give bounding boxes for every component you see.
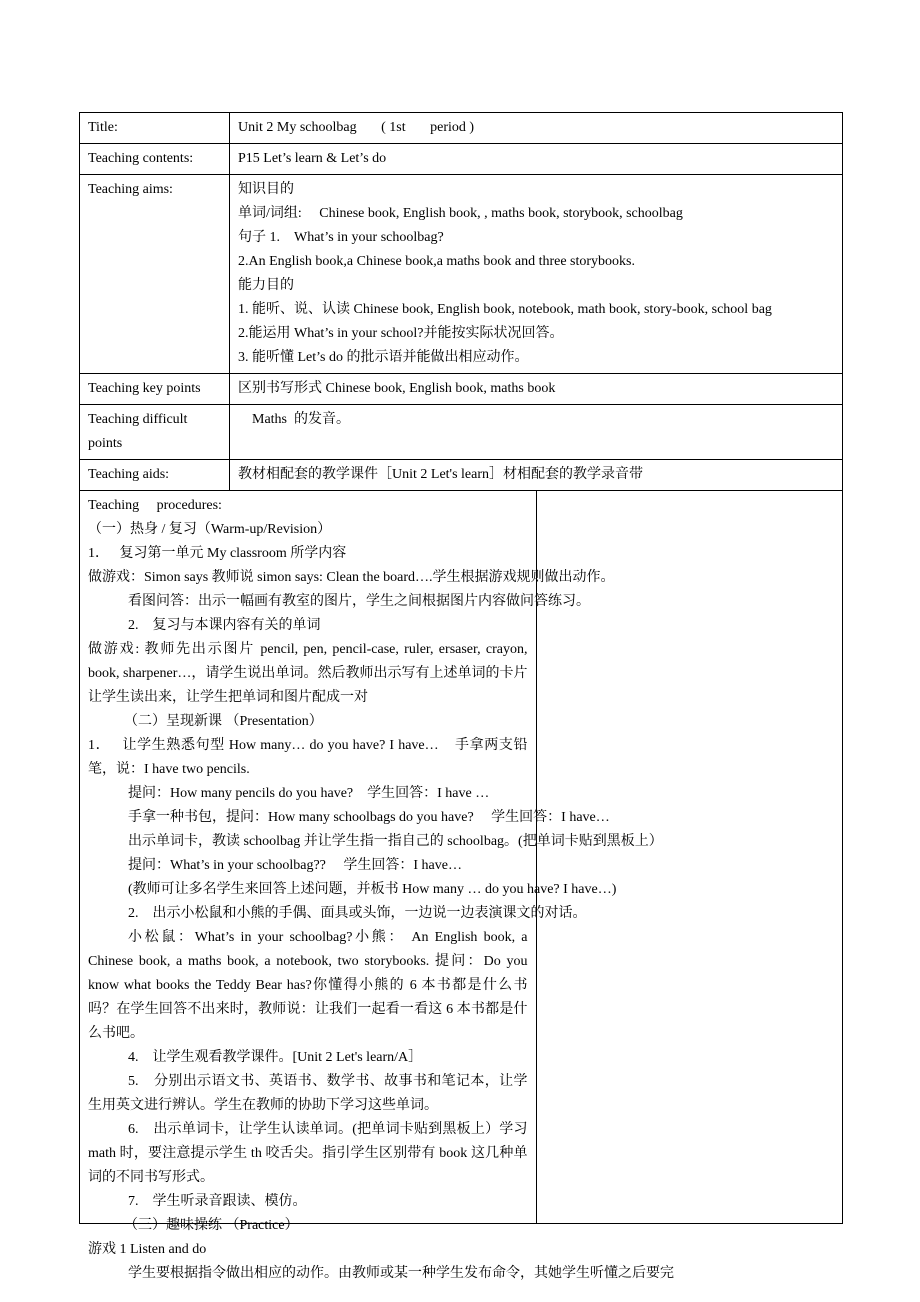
title-value: Unit 2 My schoolbag ( 1st period ) — [230, 113, 843, 144]
procedure-line: 出示单词卡，教读 schoolbag 并让学生指一指自己的 schoolbag。(把单词卡贴到黑板上） — [128, 834, 663, 849]
difficult-points-text: Maths 的发音。 — [252, 412, 350, 427]
procedure-line: 2. 出示小松鼠和小熊的手偶、面具或头饰，一边说一边表演课文的对话。 — [128, 906, 587, 921]
procedure-line: 7. 学生听录音跟读、模仿。 — [128, 1194, 307, 1209]
aids-value: 教材相配套的教学课件［Unit 2 Let's learn］材相配套的教学录音带 — [230, 460, 843, 491]
aims-value — [230, 175, 843, 374]
title-row — [80, 113, 843, 144]
difficult-points-row — [80, 405, 843, 460]
procedure-line: 游戏 1 Listen and do — [88, 1242, 207, 1257]
aims-line: 能力目的 — [238, 278, 294, 293]
procedures-cell — [80, 491, 674, 1281]
procedure-line: 2. 复习与本课内容有关的单词 — [128, 618, 321, 633]
procedure-line: 做游戏：Simon says 教师说 simon says: Clean the board….学生根据游戏规则做出动作。 — [88, 570, 615, 585]
difficult-points-label: Teaching difficult points — [80, 405, 230, 460]
procedure-line: （二）呈现新课 （Presentation） — [124, 714, 323, 729]
aids-row — [80, 460, 843, 491]
procedure-line: 小松鼠：What’s in your schoolbag?小熊： An English book, a Chinese book, a maths book, a notebook, two storybooks. 提问：Do you know what books the Teddy Bear has?你懂得小熊的 6 本书都是什么书吗？在学生回答不出来时，教师说：让我们一起看一看这 6 本书都是什么书吧。 — [88, 930, 528, 1041]
key-points-label: Teaching key points — [80, 374, 230, 405]
key-points-row — [80, 374, 843, 405]
procedures-content — [88, 494, 674, 1281]
contents-value: P15 Let’s learn & Let’s do — [230, 144, 843, 175]
procedure-line: 5. 分别出示语文书、英语书、数学书、故事书和笔记本，让学生用英文进行辨认。学生在教师的协助下学习这些单词。 — [88, 1074, 528, 1113]
procedure-line: 提问：What’s in your schoolbag?? 学生回答：I have… — [128, 858, 462, 873]
procedures-row — [80, 491, 843, 1224]
procedure-line: 做游戏: 教师先出示图片 pencil, pen, pencil-case, ruler, ersaser, crayon, book, sharpener…，请学生说出单词。然后教师出示写有上述单词的卡片让学生读出来，让学生把单词和图片配成一对 — [88, 642, 528, 705]
contents-label: Teaching contents: — [80, 144, 230, 175]
procedure-line: 提问：How many pencils do you have? 学生回答：I have … — [128, 786, 490, 801]
key-points-value: 区别书写形式 Chinese book, English book, maths book — [230, 374, 843, 405]
aims-line: 3. 能听懂 Let’s do 的批示语并能做出相应动作。 — [238, 350, 529, 365]
aims-line: 2.能运用 What’s in your school?并能按实际状况回答。 — [238, 326, 564, 341]
aims-line: 知识目的 — [238, 182, 294, 197]
aims-row — [80, 175, 843, 374]
title-label: Title: — [80, 113, 230, 144]
aims-label: Teaching aims: — [80, 175, 230, 374]
aids-label: Teaching aids: — [80, 460, 230, 491]
procedure-line: 4. 让学生观看教学课件。[Unit 2 Let's learn/A］ — [128, 1050, 423, 1065]
contents-row — [80, 144, 843, 175]
procedure-line: 看图问答：出示一幅画有教室的图片，学生之间根据图片内容做问答练习。 — [128, 594, 590, 609]
procedure-line: 手拿一种书包，提问：How many schoolbags do you have? 学生回答：I have… — [128, 810, 610, 825]
procedure-line: （三）趣味操练 （Practice） — [124, 1218, 299, 1233]
procedure-line: Teaching procedures: — [88, 498, 222, 513]
procedure-line: （一）热身 / 复习（Warm-up/Revision） — [88, 522, 332, 537]
aims-line: 单词/词组: Chinese book, English book, , maths book, storybook, schoolbag — [238, 206, 683, 221]
procedure-line: 1． 让学生熟悉句型 How many… do you have? I have… 手拿两支铅笔，说：I have two pencils. — [88, 738, 528, 777]
procedure-line: 学生要根据指令做出相应的动作。由教师或某一种学生发布命令，其她学生听懂之后要完 — [128, 1266, 674, 1281]
aims-line: 句子 1. What’s in your schoolbag? — [238, 230, 444, 245]
procedure-line: 1． 复习第一单元 My classroom 所学内容 — [88, 546, 347, 561]
aims-line: 1. 能听、说、认读 Chinese book, English book, notebook, math book, story-book, school bag — [238, 302, 772, 317]
lesson-plan-table — [79, 112, 843, 1281]
procedure-line: 6. 出示单词卡，让学生认读单词。(把单词卡贴到黑板上）学习 math 时，要注意提示学生 th 咬舌尖。指引学生区别带有 book 这几种单词的不同书写形式。 — [88, 1122, 531, 1185]
difficult-points-value — [230, 405, 843, 460]
aims-line: 2.An English book,a Chinese book,a maths book and three storybooks. — [238, 254, 636, 269]
procedure-line: (教师可让多名学生来回答上述问题，并板书 How many … do you have? I have…) — [128, 882, 617, 897]
